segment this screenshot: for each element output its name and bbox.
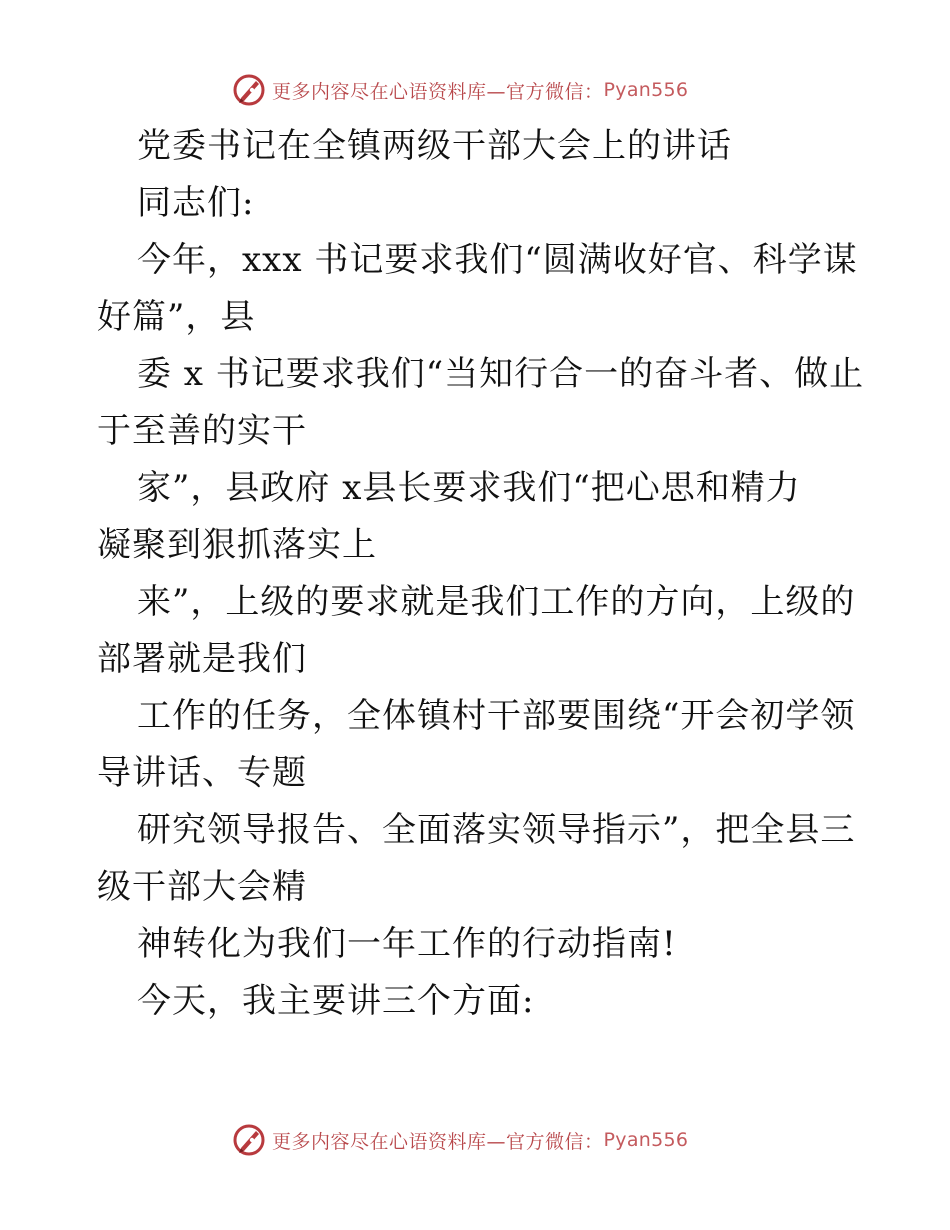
document-line: 今天，我主要讲三个方面:: [137, 981, 535, 1021]
document-line: 研究领导报告、全面落实领导指示”，把全县三: [137, 810, 856, 850]
document-line: 于至善的实干: [97, 411, 307, 451]
document-line: 家”，县政府 x县长要求我们“把心思和精力: [137, 468, 801, 508]
document-line: 委 x 书记要求我们“当知行合一的奋斗者、做止: [137, 354, 865, 394]
watermark-text: 更多内容尽在心语资料库—官方微信：: [272, 80, 604, 103]
watermark-wechat-id: Pyan556: [603, 1129, 689, 1151]
watermark-wechat-id: Pyan556: [603, 79, 689, 101]
document-line: 今年，xxx 书记要求我们“圆满收好官、科学谋: [137, 240, 858, 280]
document-line: 神转化为我们一年工作的行动指南!: [137, 924, 677, 964]
document-line: 来”，上级的要求就是我们工作的方向，上级的: [137, 582, 856, 622]
document-line: 级干部大会精: [97, 867, 307, 907]
pen-logo-icon: [232, 1123, 266, 1157]
document-line: 导讲话、专题: [97, 753, 307, 793]
pen-logo-icon: [232, 73, 266, 107]
document-body: [97, 118, 865, 1030]
watermark-banner-top: [232, 72, 732, 108]
document-line: 部署就是我们: [97, 639, 307, 679]
document-line: 党委书记在全镇两级干部大会上的讲话: [137, 126, 732, 166]
watermark-banner-bottom: [232, 1122, 732, 1158]
document-line: 凝聚到狠抓落实上: [97, 525, 377, 565]
watermark-text: 更多内容尽在心语资料库—官方微信：: [272, 1130, 604, 1153]
document-line: 同志们:: [137, 183, 255, 223]
document-line: 工作的任务，全体镇村干部要围绕“开会初学领: [137, 696, 856, 736]
document-line: 好篇”，县: [97, 297, 256, 337]
